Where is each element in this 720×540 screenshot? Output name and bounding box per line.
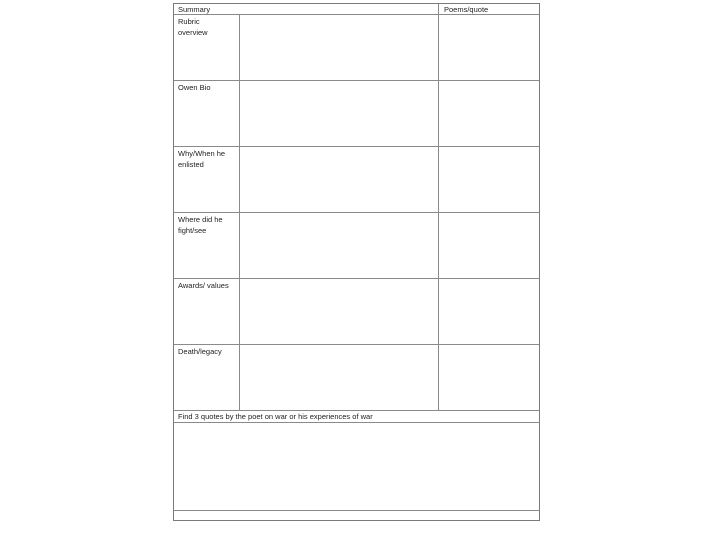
row-label-why-when-enlisted: Why/When he enlisted (178, 149, 226, 169)
death-poems-cell[interactable] (439, 345, 539, 410)
worksheet-table (173, 3, 540, 521)
row-label-owen-bio: Owen Bio (178, 83, 211, 92)
awards-poems-cell[interactable] (439, 279, 539, 344)
row-label-rubric-overview: Rubric overview (178, 17, 208, 37)
row-label-death-legacy: Death/legacy (178, 347, 222, 356)
rubric-summary-cell[interactable] (240, 15, 438, 80)
quotes-answer-area[interactable] (175, 423, 539, 510)
row-label-where-fight: Where did he fight/see (178, 215, 223, 235)
row-label-awards-values: Awards/ values (178, 281, 229, 290)
enlisted-poems-cell[interactable] (439, 147, 539, 212)
row-divider (174, 146, 539, 147)
row-divider (174, 80, 539, 81)
fight-summary-cell[interactable] (240, 213, 438, 278)
rubric-poems-cell[interactable] (439, 15, 539, 80)
poems-quote-header: Poems/quote (444, 5, 489, 14)
awards-summary-cell[interactable] (240, 279, 438, 344)
summary-header: Summary (178, 5, 211, 14)
fight-poems-cell[interactable] (439, 213, 539, 278)
bio-summary-cell[interactable] (240, 81, 438, 146)
row-divider (174, 212, 539, 213)
enlisted-summary-cell[interactable] (240, 147, 438, 212)
bio-poems-cell[interactable] (439, 81, 539, 146)
row-divider (174, 344, 539, 345)
bottom-divider (174, 510, 539, 511)
quotes-prompt: Find 3 quotes by the poet on war or his experiences of war (178, 412, 373, 421)
row-divider (174, 278, 539, 279)
death-summary-cell[interactable] (240, 345, 438, 410)
